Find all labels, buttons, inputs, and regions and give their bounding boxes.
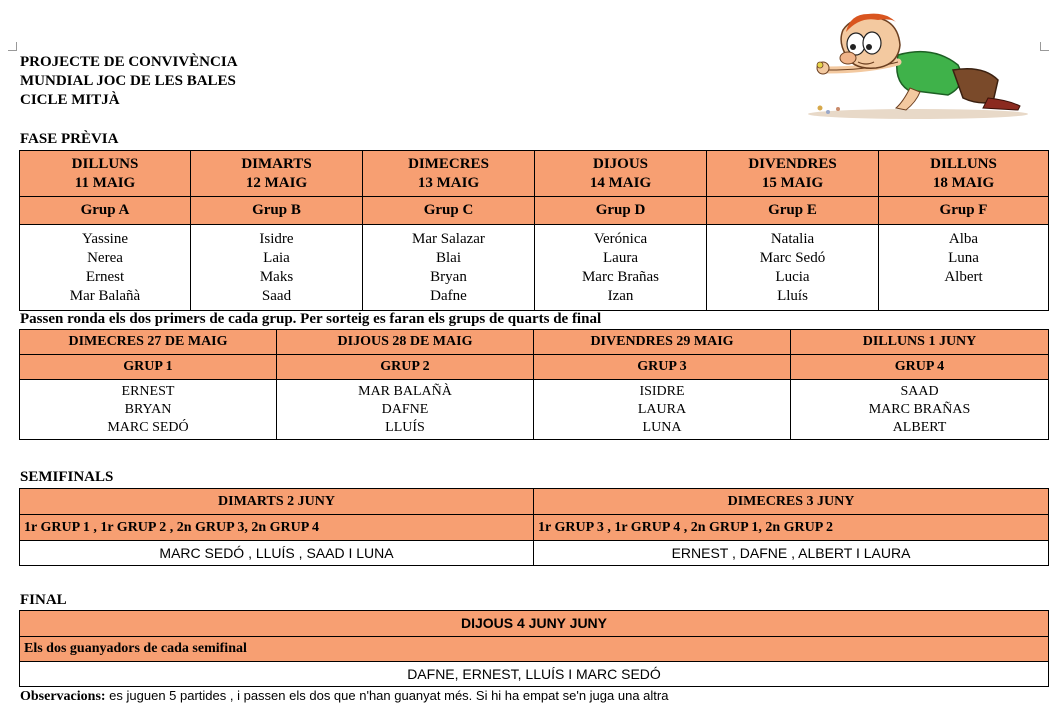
marbles-player-cartoon-icon — [798, 10, 1028, 122]
header-line-1: PROJECTE DE CONVIVÈNCIA — [20, 54, 238, 70]
semifinals-table — [19, 488, 1049, 566]
group-players-4: Verónica Laura Marc Brañas Izan — [535, 225, 707, 311]
group-players-1: Yassine Nerea Ernest Mar Balañà — [20, 225, 191, 311]
quarts-note: Passen ronda els dos primers de cada grup. Per sorteig es faran els grups de quarts de final — [20, 311, 602, 327]
quarts-players-4: SAAD MARC BRAÑAS ALBERT — [791, 380, 1049, 440]
quarts-group-1: GRUP 1 — [20, 355, 277, 380]
semifinal-date-2: DIMECRES 3 JUNY — [534, 489, 1049, 515]
quarts-group-2: GRUP 2 — [277, 355, 534, 380]
semifinal-rule-2: 1r GRUP 3 , 1r GRUP 4 , 2n GRUP 1, 2n GRUP 2 — [534, 515, 1049, 541]
group-players-5: Natalia Marc Sedó Lucia Lluís — [707, 225, 879, 311]
observations-text: es juguen 5 partides , i passen els dos que n'han guanyat més. Si hi ha empat se'n juga una altra — [105, 688, 669, 703]
quarts-players-3: ISIDRE LAURA LUNA — [534, 380, 791, 440]
final-players: DAFNE, ERNEST, LLUÍS I MARC SEDÓ — [20, 662, 1049, 687]
semifinal-rule-1: 1r GRUP 1 , 1r GRUP 2 , 2n GRUP 3, 2n GRUP 4 — [20, 515, 534, 541]
observations-label: Observacions: — [20, 689, 106, 704]
quarts-date-1: DIMECRES 27 DE MAIG — [20, 330, 277, 355]
day-header-3: DIMECRES 13 MAIG — [363, 151, 535, 197]
quarts-group-4: GRUP 4 — [791, 355, 1049, 380]
group-label-4: Grup D — [535, 197, 707, 225]
group-label-3: Grup C — [363, 197, 535, 225]
day-header-4: DIJOUS 14 MAIG — [535, 151, 707, 197]
group-label-6: Grup F — [879, 197, 1049, 225]
quarts-date-3: DIVENDRES 29 MAIG — [534, 330, 791, 355]
semifinal-players-2: ERNEST , DAFNE , ALBERT I LAURA — [534, 541, 1049, 566]
group-label-1: Grup A — [20, 197, 191, 225]
final-title: FINAL — [20, 592, 67, 608]
quarts-players-1: ERNEST BRYAN MARC SEDÓ — [20, 380, 277, 440]
header-line-2: MUNDIAL JOC DE LES BALES — [20, 73, 236, 89]
page-corner-mark-right — [1040, 42, 1049, 51]
group-label-2: Grup B — [191, 197, 363, 225]
day-header-5: DIVENDRES 15 MAIG — [707, 151, 879, 197]
quarts-table — [19, 329, 1049, 440]
group-players-6: Alba Luna Albert — [879, 225, 1049, 311]
header-line-3: CICLE MITJÀ — [20, 92, 120, 108]
day-header-1: DILLUNS 11 MAIG — [20, 151, 191, 197]
observations-note — [20, 688, 668, 705]
quarts-date-4: DILLUNS 1 JUNY — [791, 330, 1049, 355]
final-table — [19, 610, 1049, 687]
semifinals-title: SEMIFINALS — [20, 469, 114, 485]
group-players-3: Mar Salazar Blai Bryan Dafne — [363, 225, 535, 311]
final-date: DIJOUS 4 JUNY JUNY — [20, 611, 1049, 637]
fase-previa-title: FASE PRÈVIA — [20, 131, 119, 147]
page-corner-mark-left — [8, 42, 17, 51]
group-players-2: Isidre Laia Maks Saad — [191, 225, 363, 311]
final-rule: Els dos guanyadors de cada semifinal — [20, 637, 1049, 662]
group-label-5: Grup E — [707, 197, 879, 225]
day-header-6: DILLUNS 18 MAIG — [879, 151, 1049, 197]
quarts-date-2: DIJOUS 28 DE MAIG — [277, 330, 534, 355]
semifinal-players-1: MARC SEDÓ , LLUÍS , SAAD I LUNA — [20, 541, 534, 566]
quarts-group-3: GRUP 3 — [534, 355, 791, 380]
day-header-2: DIMARTS 12 MAIG — [191, 151, 363, 197]
semifinal-date-1: DIMARTS 2 JUNY — [20, 489, 534, 515]
quarts-players-2: MAR BALAÑÀ DAFNE LLUÍS — [277, 380, 534, 440]
fase-previa-table — [19, 150, 1049, 311]
document-header — [20, 53, 238, 110]
